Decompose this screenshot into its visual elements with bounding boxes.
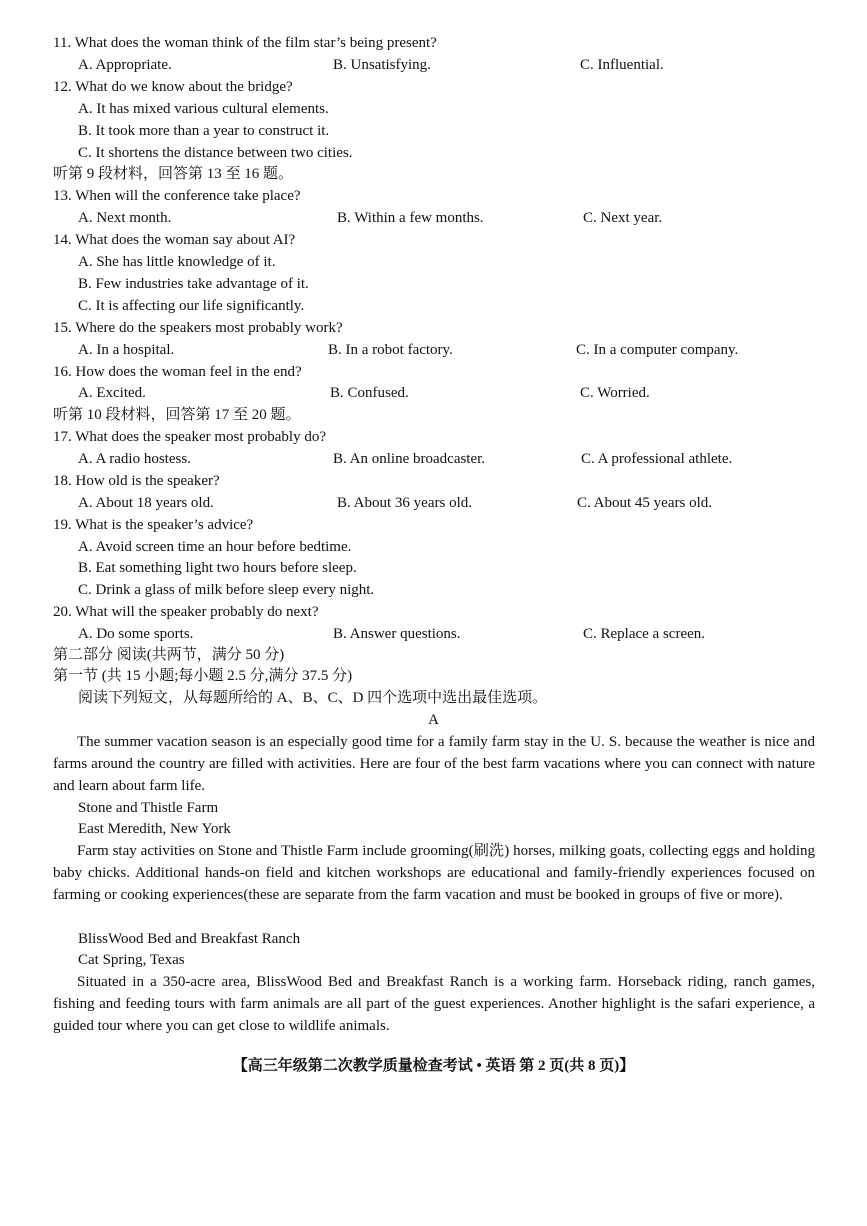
q13-option-c: C. Next year. xyxy=(583,210,663,226)
q15-option-a: A. In a hospital. xyxy=(78,342,175,358)
passage-intro: The summer vacation season is an especially good time for a family farm stay in the U. S. because the weather is nice and farms around the country are filled with activities. Here are four of the best farm vacations where you can connect with nature and learn about farm life. xyxy=(53,734,815,794)
q18-option-c: C. About 45 years old. xyxy=(577,495,712,511)
part2-section1: 第一节 (共 15 小题;每小题 2.5 分,满分 37.5 分) xyxy=(53,668,353,684)
q16-option-c: C. Worried. xyxy=(580,385,650,401)
farm2-description: Situated in a 350-acre area, BlissWood Bed and Breakfast Ranch is a working farm. Horseback riding, ranch games, fishing and feeding tours with farm animals are all part of the guest experiences. Another highlight is the safari experience, a guided tour where you can get close to wildlife animals. xyxy=(53,974,815,1034)
q19-option-a: A. Avoid screen time an hour before bedtime. xyxy=(78,539,352,555)
farm1-location: East Meredith, New York xyxy=(78,821,231,837)
farm2-location: Cat Spring, Texas xyxy=(78,952,185,968)
q19-option-b: B. Eat something light two hours before sleep. xyxy=(78,560,357,576)
q13-option-a: A. Next month. xyxy=(78,210,172,226)
q17-option-a: A. A radio hostess. xyxy=(78,451,191,467)
q20-option-c: C. Replace a screen. xyxy=(583,626,706,642)
q18-option-b: B. About 36 years old. xyxy=(337,495,472,511)
question-13: 13. When will the conference take place? xyxy=(53,188,301,204)
instruction-material-9: 听第 9 段材料，回答第 13 至 16 题。 xyxy=(53,166,294,182)
question-20: 20. What will the speaker probably do next? xyxy=(53,604,319,620)
instruction-material-10: 听第 10 段材料，回答第 17 至 20 题。 xyxy=(53,407,301,423)
q14-option-a: A. She has little knowledge of it. xyxy=(78,254,276,270)
farm2-name: BlissWood Bed and Breakfast Ranch xyxy=(78,931,301,947)
page-footer: 【高三年级第二次教学质量检查考试 • 英语 第 2 页(共 8 页)】 xyxy=(232,1058,635,1074)
q20-option-a: A. Do some sports. xyxy=(78,626,194,642)
q18-option-a: A. About 18 years old. xyxy=(78,495,214,511)
q12-option-a: A. It has mixed various cultural elements. xyxy=(78,101,329,117)
passage-letter: A xyxy=(428,712,439,728)
q11-option-b: B. Unsatisfying. xyxy=(333,57,431,73)
q15-option-b: B. In a robot factory. xyxy=(328,342,453,358)
q13-option-b: B. Within a few months. xyxy=(337,210,484,226)
q16-option-b: B. Confused. xyxy=(330,385,409,401)
question-16: 16. How does the woman feel in the end? xyxy=(53,364,302,380)
question-17: 17. What does the speaker most probably do? xyxy=(53,429,326,445)
question-19: 19. What is the speaker’s advice? xyxy=(53,517,254,533)
q19-option-c: C. Drink a glass of milk before sleep every night. xyxy=(78,582,375,598)
question-15: 15. Where do the speakers most probably work? xyxy=(53,320,343,336)
part2-directions: 阅读下列短文，从每题所给的 A、B、C、D 四个选项中选出最佳选项。 xyxy=(78,690,548,706)
q15-option-c: C. In a computer company. xyxy=(576,342,739,358)
q16-option-a: A. Excited. xyxy=(78,385,146,401)
q11-option-c: C. Influential. xyxy=(580,57,664,73)
question-18: 18. How old is the speaker? xyxy=(53,473,220,489)
farm1-name: Stone and Thistle Farm xyxy=(78,800,219,816)
question-14: 14. What does the woman say about AI? xyxy=(53,232,296,248)
q14-option-c: C. It is affecting our life significantly. xyxy=(78,298,305,314)
question-11: 11. What does the woman think of the film star’s being present? xyxy=(53,35,437,51)
q11-option-a: A. Appropriate. xyxy=(78,57,172,73)
q17-option-c: C. A professional athlete. xyxy=(581,451,733,467)
farm1-description: Farm stay activities on Stone and Thistle Farm include grooming(刷洗) horses, milking goats, collecting eggs and holding baby chicks. Additional hands-on field and kitchen workshops are educational and family-friendly experiences focused on farming or cooking experiences(these are separate from the farm vacation and must be booked in groups of five or more). xyxy=(53,843,815,903)
question-12: 12. What do we know about the bridge? xyxy=(53,79,293,95)
q12-option-b: B. It took more than a year to construct it. xyxy=(78,123,330,139)
q14-option-b: B. Few industries take advantage of it. xyxy=(78,276,309,292)
q12-option-c: C. It shortens the distance between two cities. xyxy=(78,145,353,161)
q20-option-b: B. Answer questions. xyxy=(333,626,461,642)
q17-option-b: B. An online broadcaster. xyxy=(333,451,486,467)
part2-title: 第二部分 阅读(共两节，满分 50 分) xyxy=(53,647,285,663)
